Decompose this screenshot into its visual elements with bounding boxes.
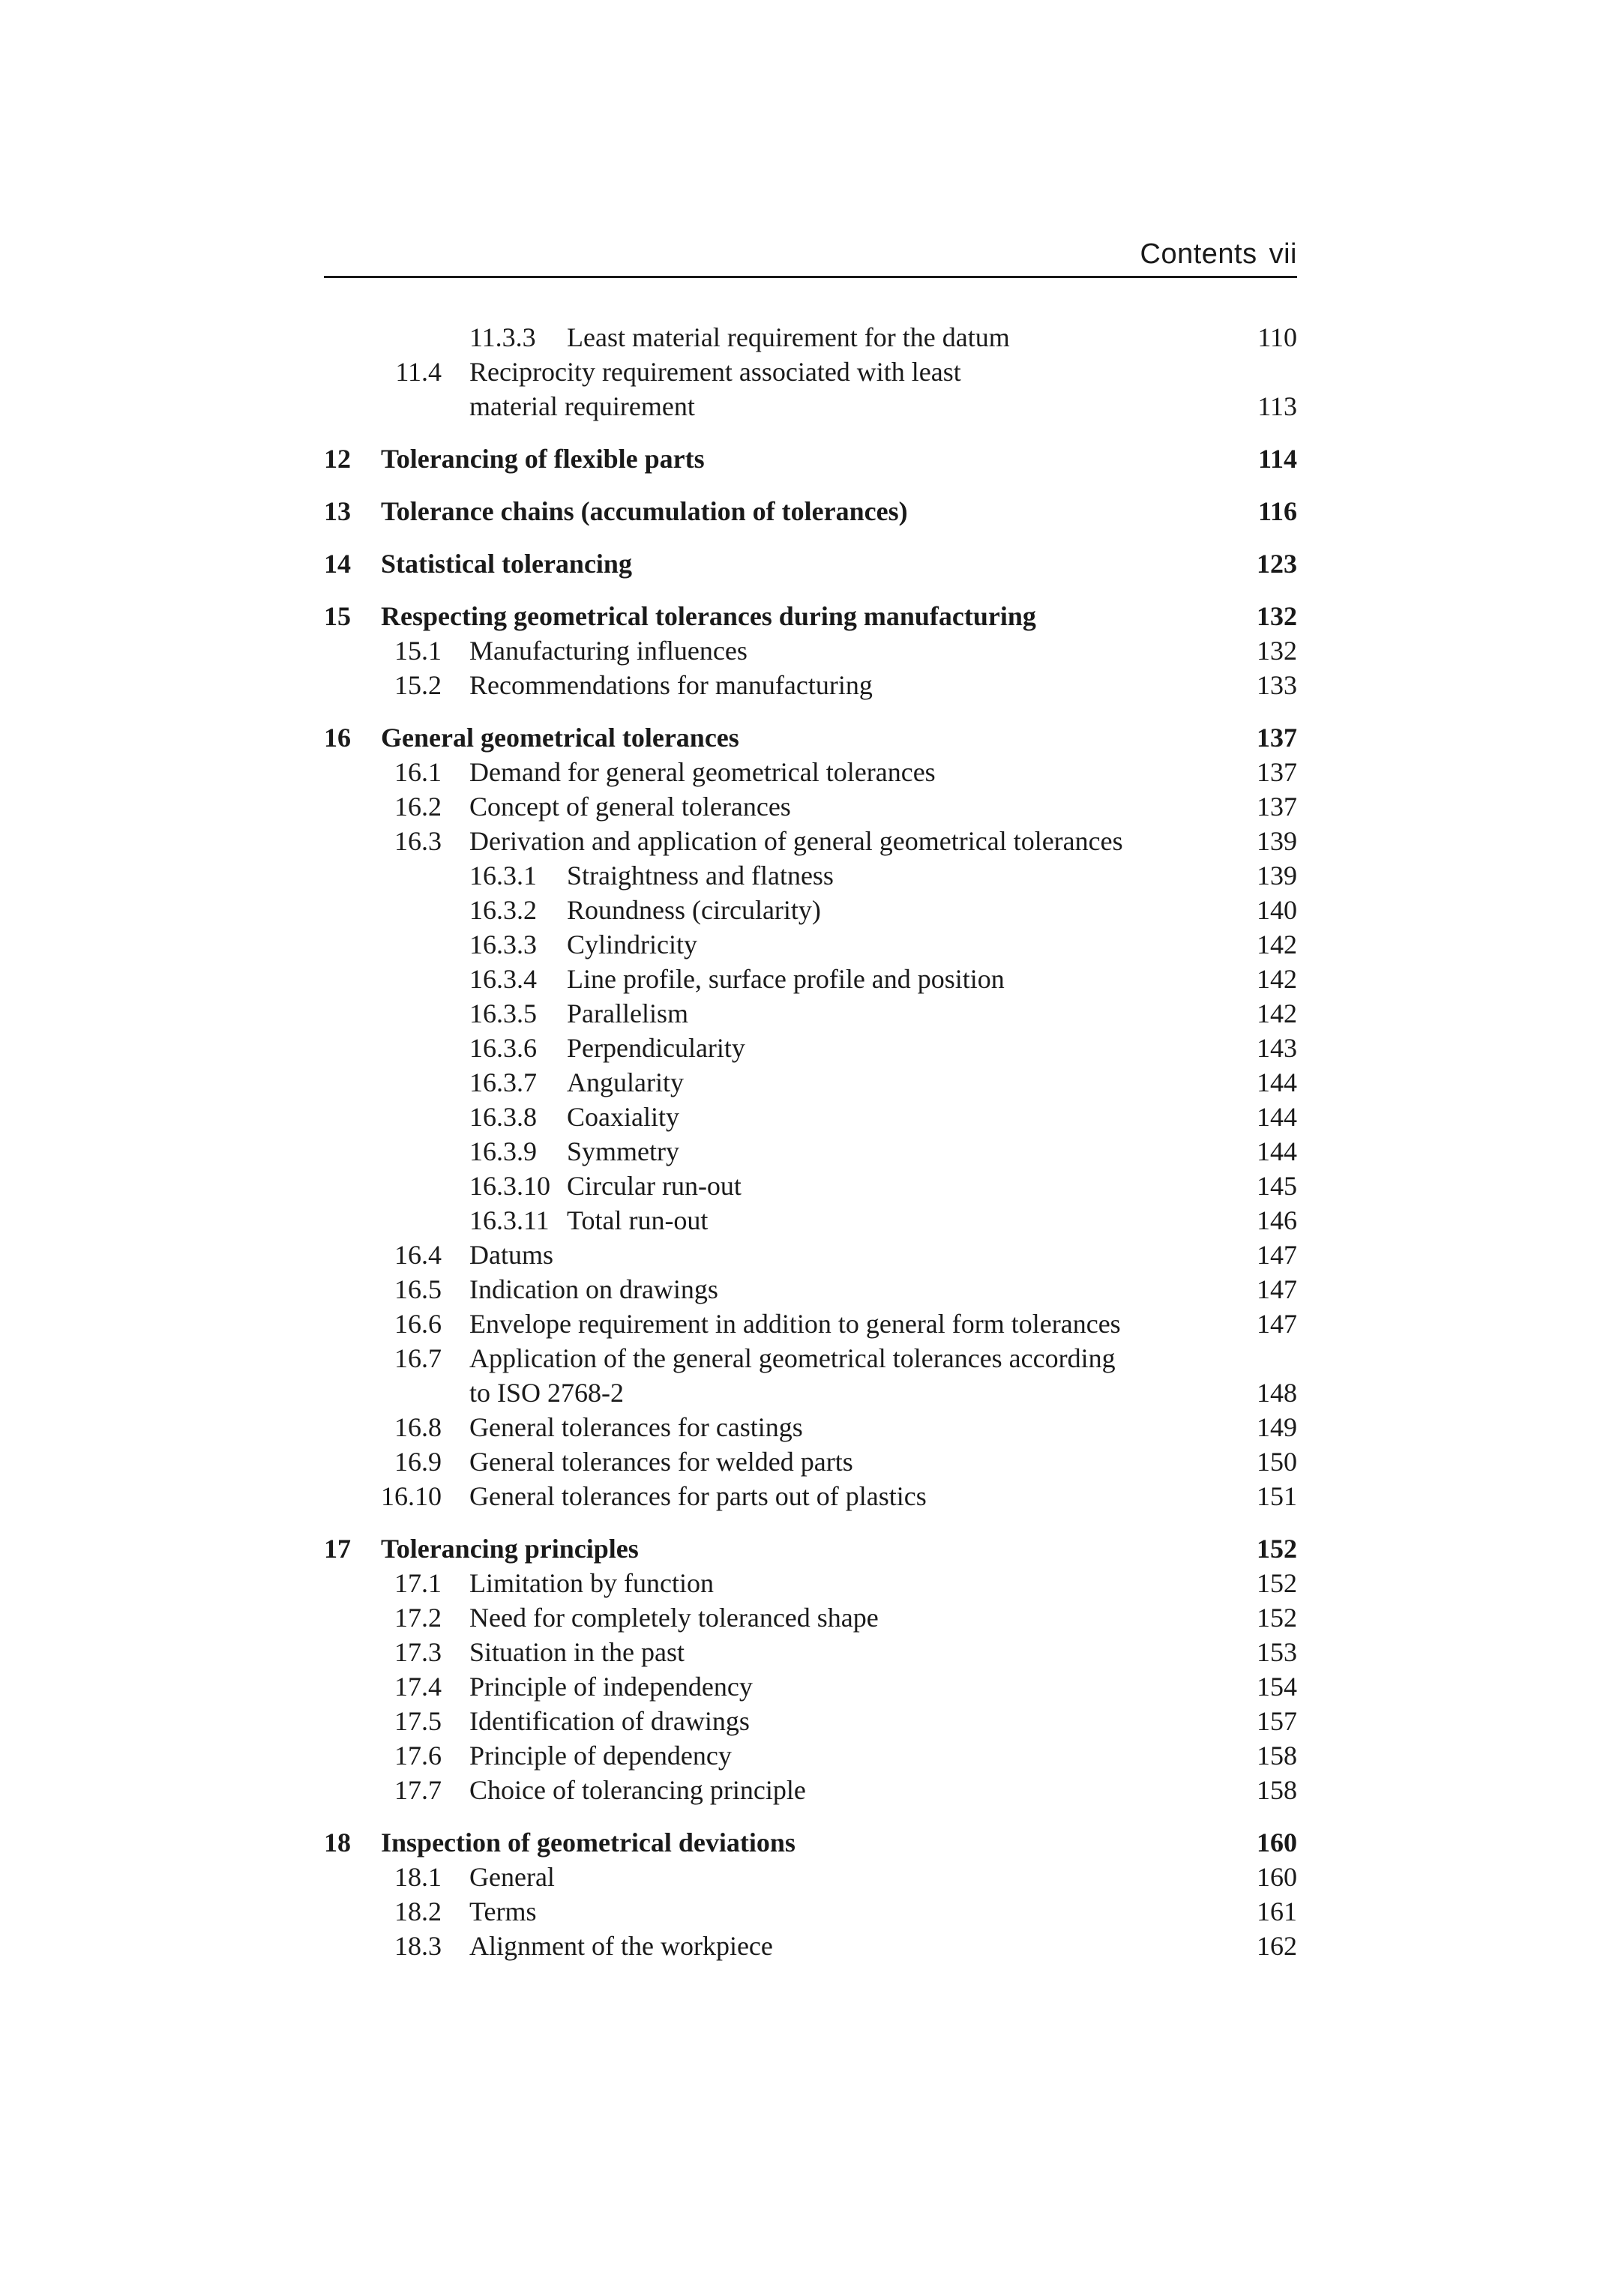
toc-section-entry[interactable] [324,1169,1297,1203]
toc-entry-page-number: 140 [1257,895,1297,925]
toc-entry-title: Straightness and flatness [567,861,834,891]
table-of-contents [324,320,1297,1963]
toc-entry-page-number: 152 [1257,1534,1297,1564]
toc-entry-number: 17.1 [394,1568,442,1598]
toc-section-entry[interactable] [324,789,1297,824]
toc-entry-title: General tolerances for parts out of plastics [469,1481,927,1511]
toc-entry-page-number: 146 [1257,1205,1297,1235]
toc-section-entry[interactable] [324,633,1297,668]
toc-entry-page-number: 158 [1257,1741,1297,1771]
toc-entry-number: 16.8 [394,1412,442,1442]
toc-entry-title: General geometrical tolerances [381,723,739,753]
toc-entry-number: 17.3 [394,1637,442,1667]
toc-entry-title: Parallelism [567,998,688,1028]
toc-entry-title: Envelope requirement in addition to general form tolerances [469,1309,1121,1339]
toc-entry-page-number: 154 [1257,1672,1297,1702]
toc-section-entry[interactable] [324,996,1297,1031]
toc-entry-title: Reciprocity requirement associated with least [469,357,961,387]
toc-entry-title: material requirement [469,391,695,421]
toc-entry-number: 16.9 [394,1447,442,1477]
toc-entry-title: Manufacturing influences [469,636,748,666]
toc-entry-number: 16.3.3 [469,929,537,959]
toc-entry-page-number: 137 [1257,792,1297,822]
toc-entry-title: Concept of general tolerances [469,792,791,822]
toc-entry-number: 13 [324,496,351,526]
toc-section-entry[interactable] [324,1669,1297,1704]
toc-section-entry[interactable] [324,1410,1297,1444]
toc-entry-number: 16.3.2 [469,895,537,925]
toc-section-entry[interactable] [324,1031,1297,1065]
toc-section-entry[interactable] [324,858,1297,893]
toc-entry-number: 11.4 [395,357,442,387]
toc-entry-continuation[interactable] [324,389,1297,424]
header-rule [324,276,1297,278]
toc-entry-page-number: 149 [1257,1412,1297,1442]
toc-entry-title: Statistical tolerancing [381,549,632,579]
toc-section-entry[interactable] [324,755,1297,789]
toc-entry-title: Angularity [567,1067,684,1097]
toc-entry-title: Tolerance chains (accumulation of tolerances) [381,496,908,526]
toc-entry-page-number: 132 [1257,636,1297,666]
toc-chapter-entry[interactable] [324,1825,1297,1860]
toc-entry-title: General tolerances for welded parts [469,1447,853,1477]
toc-entry-number: 18.3 [394,1931,442,1961]
toc-entry-number: 16.3.10 [469,1171,550,1201]
toc-section-entry[interactable] [324,1894,1297,1929]
toc-entry-page-number: 143 [1257,1033,1297,1063]
toc-entry-page-number: 147 [1257,1274,1297,1304]
toc-entry-title: Least material requirement for the datum [567,322,1010,352]
toc-entry-title: Circular run-out [567,1171,742,1201]
toc-entry-number: 16.3.4 [469,964,537,994]
toc-entry-number: 16.5 [394,1274,442,1304]
toc-entry-title: Line profile, surface profile and position [567,964,1005,994]
toc-entry-page-number: 152 [1257,1603,1297,1633]
toc-entry-number: 16.2 [394,792,442,822]
toc-entry-number: 17.2 [394,1603,442,1633]
toc-section-entry[interactable] [324,1738,1297,1773]
running-head [1140,238,1297,271]
toc-entry-title: Demand for general geometrical tolerances [469,757,936,787]
toc-entry-page-number: 142 [1257,964,1297,994]
toc-entry-title: Roundness (circularity) [567,895,821,925]
toc-section-entry[interactable] [324,824,1297,858]
toc-entry-page-number: 110 [1257,322,1297,352]
toc-entry-page-number: 160 [1257,1828,1297,1857]
toc-entry-number: 18.1 [394,1862,442,1892]
toc-section-entry[interactable] [324,962,1297,996]
toc-section-entry[interactable] [324,1341,1297,1376]
toc-entry-title: Datums [469,1240,553,1270]
toc-entry-page-number: 160 [1257,1862,1297,1892]
toc-entry-page-number: 162 [1257,1931,1297,1961]
toc-section-entry[interactable] [324,927,1297,962]
toc-entry-number: 15 [324,601,351,631]
toc-section-entry[interactable] [324,1929,1297,1963]
toc-entry-title: Tolerancing principles [381,1534,639,1564]
toc-entry-number: 16.3.5 [469,998,537,1028]
toc-section-entry[interactable] [324,1635,1297,1669]
toc-entry-page-number: 113 [1257,391,1297,421]
toc-entry-page-number: 147 [1257,1240,1297,1270]
toc-entry-page-number: 151 [1257,1481,1297,1511]
toc-section-entry[interactable] [324,893,1297,927]
toc-entry-number: 18.2 [394,1896,442,1926]
toc-entry-number: 16.3.9 [469,1136,537,1166]
toc-entry-page-number: 152 [1257,1568,1297,1598]
toc-entry-number: 16.3.6 [469,1033,537,1063]
toc-entry-page-number: 148 [1257,1378,1297,1408]
toc-section-entry[interactable] [324,1566,1297,1600]
toc-entry-continuation[interactable] [324,1376,1297,1410]
toc-section-entry[interactable] [324,1860,1297,1894]
toc-entry-number: 17.7 [394,1775,442,1805]
toc-entry-title: Situation in the past [469,1637,685,1667]
toc-section-entry[interactable] [324,320,1297,355]
toc-entry-page-number: 157 [1257,1706,1297,1736]
toc-entry-number: 16.3.11 [469,1205,550,1235]
toc-entry-number: 16.10 [381,1481,442,1511]
toc-entry-page-number: 133 [1257,670,1297,700]
toc-entry-page-number: 116 [1257,496,1297,526]
toc-entry-page-number: 145 [1257,1171,1297,1201]
toc-section-entry[interactable] [324,1600,1297,1635]
toc-entry-title: Respecting geometrical tolerances during manufacturing [381,601,1036,631]
toc-entry-number: 16.1 [394,757,442,787]
toc-entry-title: Terms [469,1896,537,1926]
toc-entry-number: 16.3.7 [469,1067,537,1097]
running-head-label: Contents [1140,238,1257,270]
toc-entry-number: 18 [324,1828,351,1857]
toc-section-entry[interactable] [324,1444,1297,1479]
toc-entry-number: 12 [324,444,351,474]
toc-entry-title: Inspection of geometrical deviations [381,1828,796,1857]
toc-section-entry[interactable] [324,1307,1297,1341]
toc-section-entry[interactable] [324,1238,1297,1272]
toc-entry-number: 17.5 [394,1706,442,1736]
book-page [324,0,1297,2296]
toc-entry-number: 16 [324,723,351,753]
toc-entry-page-number: 142 [1257,998,1297,1028]
toc-chapter-entry[interactable] [324,1531,1297,1566]
toc-entry-page-number: 137 [1257,757,1297,787]
toc-entry-number: 17 [324,1534,351,1564]
toc-entry-title: Identification of drawings [469,1706,750,1736]
toc-entry-number: 15.2 [394,670,442,700]
toc-entry-page-number: 153 [1257,1637,1297,1667]
toc-entry-title: Alignment of the workpiece [469,1931,773,1961]
toc-entry-number: 16.3 [394,826,442,856]
toc-entry-title: Symmetry [567,1136,679,1166]
toc-entry-title: General tolerances for castings [469,1412,803,1442]
toc-section-entry[interactable] [324,1134,1297,1169]
toc-entry-page-number: 158 [1257,1775,1297,1805]
toc-entry-title: Coaxiality [567,1102,679,1132]
toc-entry-page-number: 137 [1257,723,1297,753]
toc-entry-title: General [469,1862,555,1892]
toc-section-entry[interactable] [324,1065,1297,1100]
toc-entry-page-number: 139 [1257,826,1297,856]
toc-section-entry[interactable] [324,1773,1297,1807]
toc-entry-title: Limitation by function [469,1568,714,1598]
toc-section-entry[interactable] [324,355,1297,389]
toc-entry-title: to ISO 2768-2 [469,1378,624,1408]
running-head-page-number: vii [1269,238,1297,270]
toc-entry-page-number: 150 [1257,1447,1297,1477]
toc-entry-title: Principle of dependency [469,1741,732,1771]
toc-entry-page-number: 161 [1257,1896,1297,1926]
toc-entry-number: 16.3.8 [469,1102,537,1132]
toc-entry-page-number: 144 [1257,1102,1297,1132]
toc-entry-title: Recommendations for manufacturing [469,670,873,700]
toc-section-entry[interactable] [324,1203,1297,1238]
toc-entry-title: Application of the general geometrical tolerances according [469,1343,1116,1373]
toc-entry-page-number: 147 [1257,1309,1297,1339]
toc-chapter-entry[interactable] [324,546,1297,581]
toc-entry-number: 16.4 [394,1240,442,1270]
toc-entry-page-number: 114 [1257,444,1297,474]
toc-entry-number: 14 [324,549,351,579]
toc-entry-page-number: 144 [1257,1136,1297,1166]
toc-section-entry[interactable] [324,1704,1297,1738]
toc-entry-title: Indication on drawings [469,1274,718,1304]
toc-entry-number: 17.6 [394,1741,442,1771]
toc-section-entry[interactable] [324,1100,1297,1134]
toc-chapter-entry[interactable] [324,720,1297,755]
toc-entry-number: 11.3.3 [469,322,536,352]
toc-entry-page-number: 139 [1257,861,1297,891]
toc-entry-page-number: 123 [1257,549,1297,579]
toc-entry-number: 16.6 [394,1309,442,1339]
toc-entry-title: Perpendicularity [567,1033,745,1063]
toc-section-entry[interactable] [324,668,1297,702]
toc-section-entry[interactable] [324,1272,1297,1307]
toc-chapter-entry[interactable] [324,599,1297,633]
toc-entry-title: Cylindricity [567,929,697,959]
toc-entry-title: Total run-out [567,1205,709,1235]
toc-entry-number: 16.7 [394,1343,442,1373]
toc-entry-number: 17.4 [394,1672,442,1702]
toc-entry-page-number: 142 [1257,929,1297,959]
toc-entry-number: 15.1 [394,636,442,666]
toc-chapter-entry[interactable] [324,442,1297,476]
toc-entry-number: 16.3.1 [469,861,537,891]
toc-entry-title: Choice of tolerancing principle [469,1775,806,1805]
toc-section-entry[interactable] [324,1479,1297,1513]
toc-entry-title: Need for completely toleranced shape [469,1603,879,1633]
toc-entry-title: Tolerancing of flexible parts [381,444,705,474]
toc-entry-page-number: 144 [1257,1067,1297,1097]
toc-entry-page-number: 132 [1257,601,1297,631]
toc-entry-title: Derivation and application of general geometrical tolerances [469,826,1123,856]
toc-entry-title: Principle of independency [469,1672,753,1702]
toc-chapter-entry[interactable] [324,494,1297,528]
